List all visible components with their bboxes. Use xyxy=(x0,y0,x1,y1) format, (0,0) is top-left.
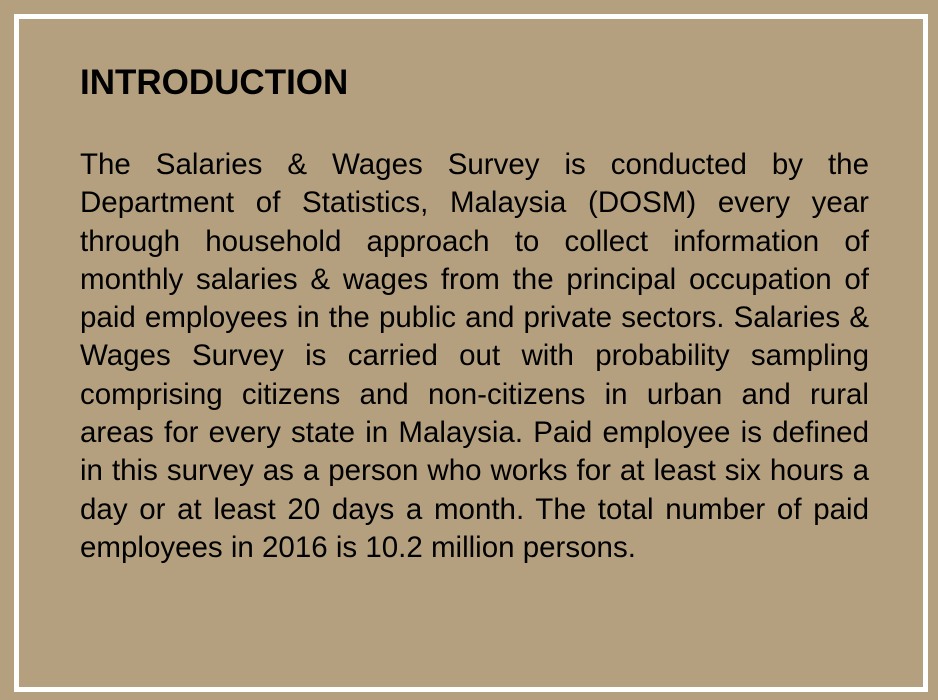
introduction-paragraph: The Salaries & Wages Survey is conducted by the Department of Statistics, Malaysia (DOSM) every year through household approach to collect information of monthly salaries & wages from the principal occupation of paid employees in the public and private sectors. Salaries & Wages Survey is carried out with probability sampling comprising citizens and non-citizens in urban and rural areas for every state in Malaysia. Paid employee is defined in this survey as a person who works for at least six hours a day or at least 20 days a month. The total number of paid employees in 2016 is 10.2 million persons. xyxy=(80,148,869,564)
section-title: INTRODUCTION xyxy=(80,63,349,102)
introduction-panel xyxy=(14,14,928,692)
